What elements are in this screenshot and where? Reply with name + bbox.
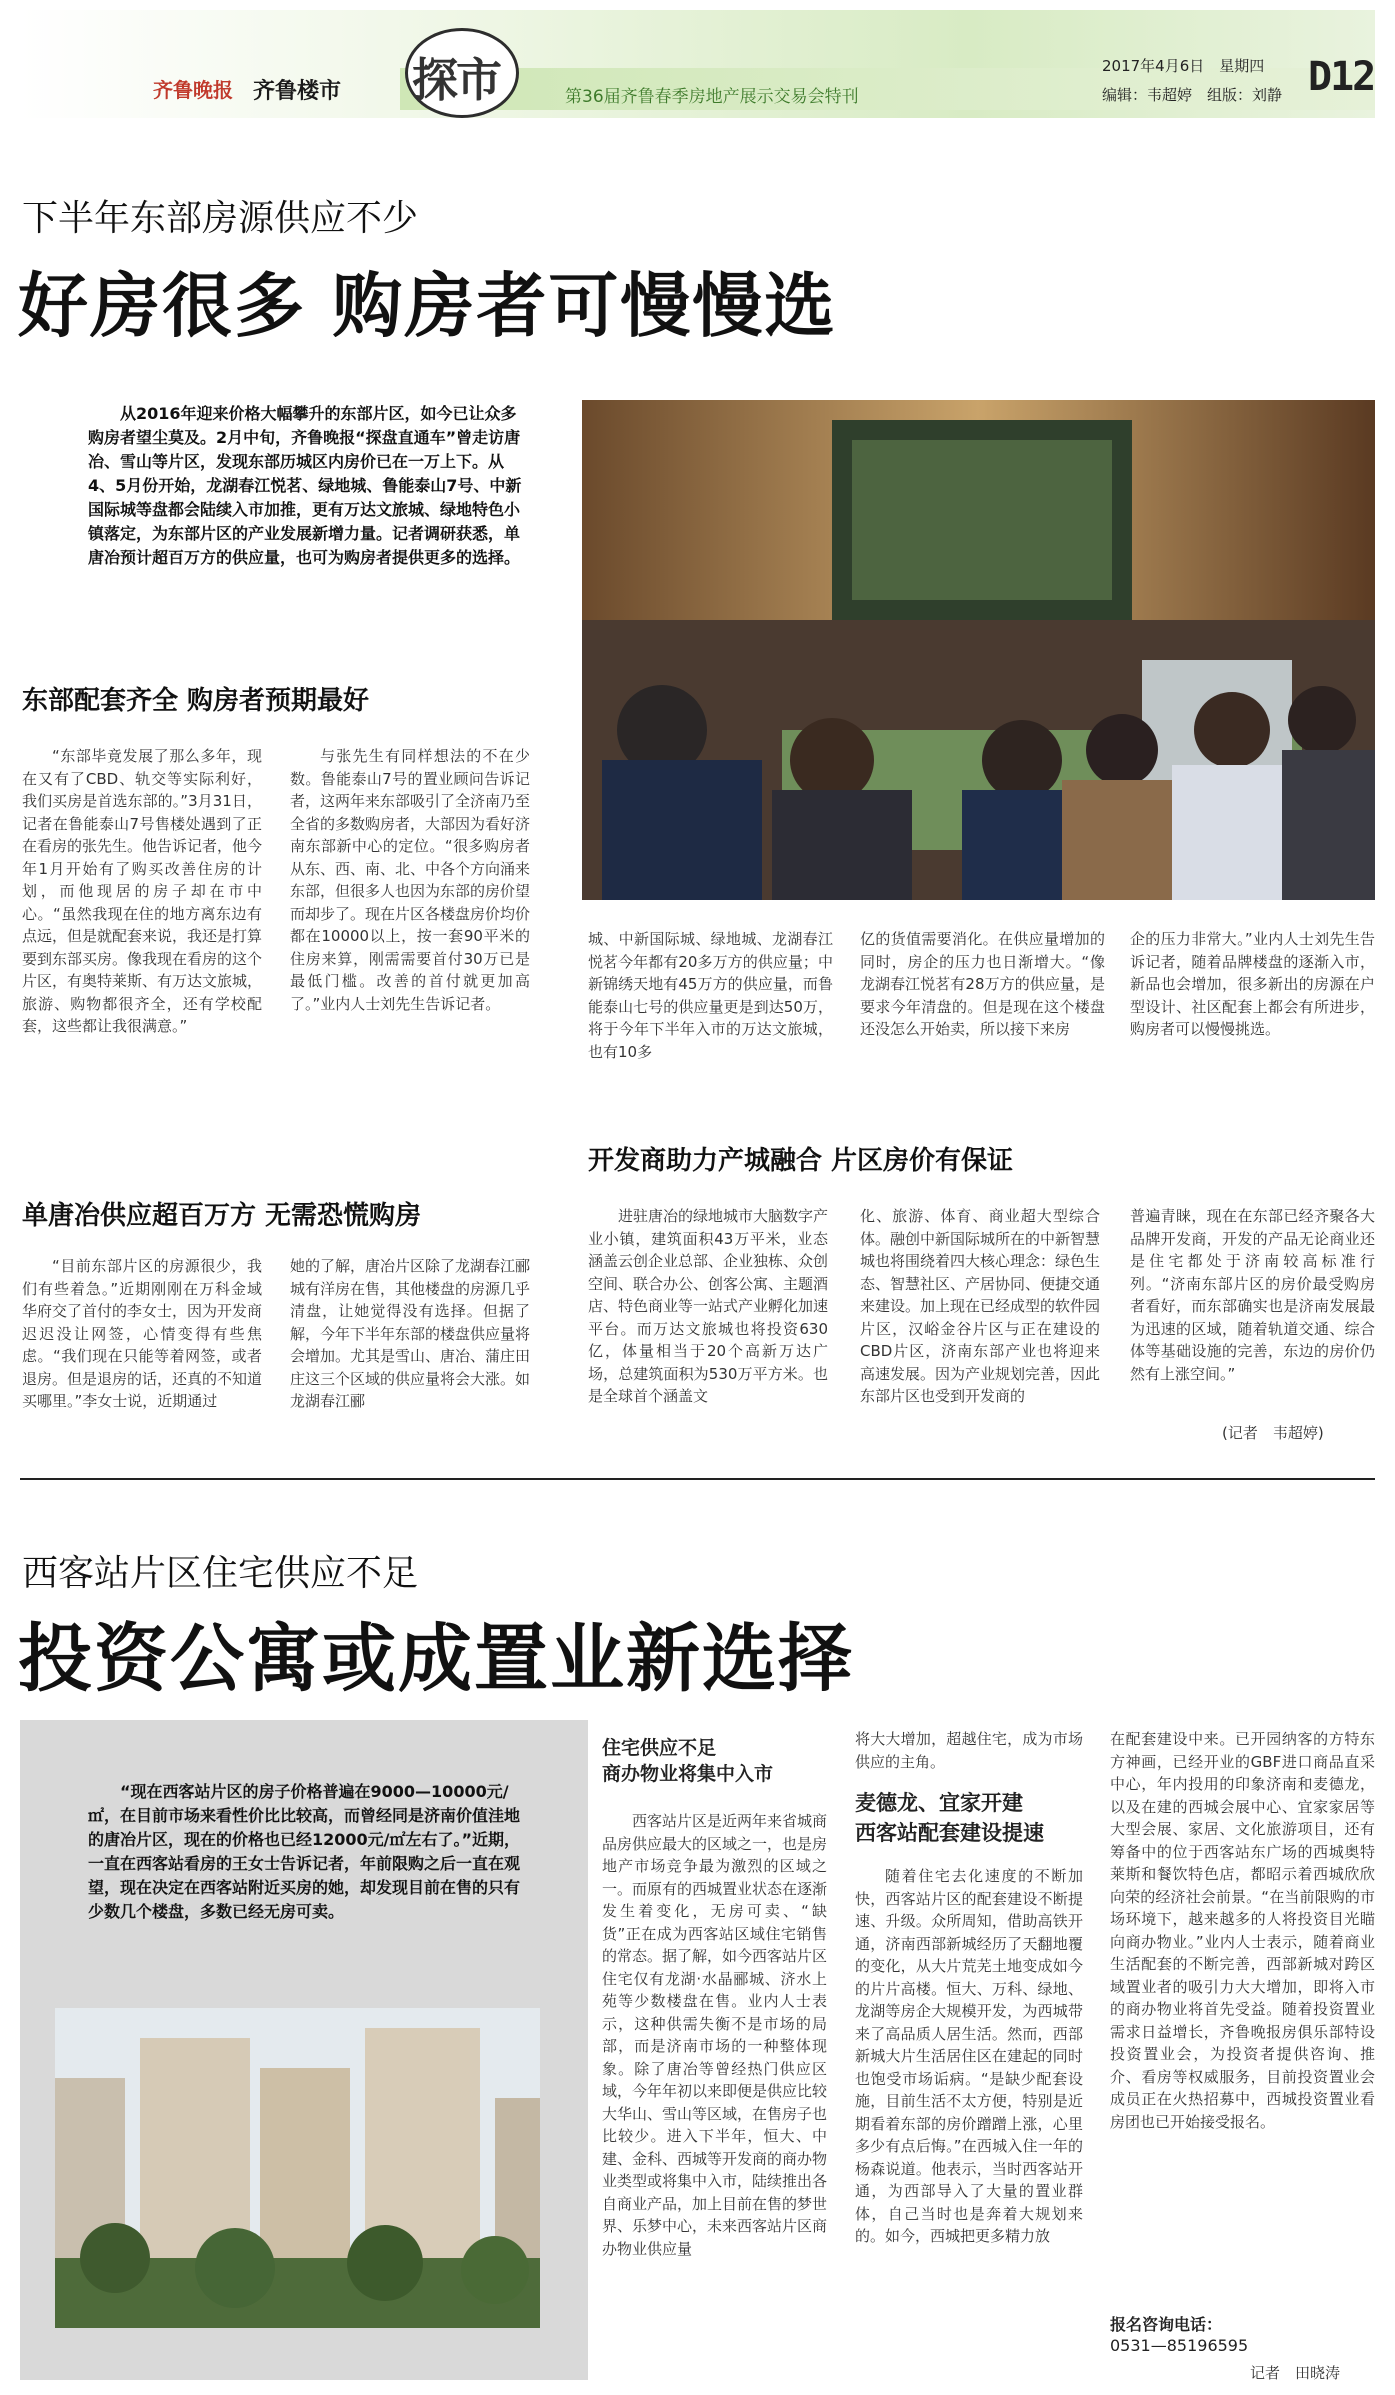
paragraph: 城、中新国际城、绿地城、龙湖春江悦茗今年都有20多万方的供应量；中新锦绣天地有45万方的供应量，而鲁能泰山七号的供应量更是到达50万，将于今年下半年入市的万达文旅城，也有10多 (588, 930, 833, 1061)
paragraph: “东部毕竟发展了那么多年，现在又有了CBD、轨交等实际利好，我们买房是首选东部的。”3月31日，记者在鲁能泰山7号售楼处遇到了正在看房的张先生。他告诉记者，他今年1月开始有了购买改善住房的计划，而他现居的房子却在市中心。“虽然我现在住的地方离东边有点远，但是就配套来说，我还是打算要到东部买房。像我现在看房的这个片区，有奥特莱斯、有万达文旅城，旅游、购物都很齐全，还有学校配套，这些都让我很满意。” (22, 747, 262, 1035)
paragraph: 化、旅游、体育、商业超大型综合体。融创中新国际城所在的中新智慧城也将围绕着四大核心理念：绿色生态、智慧社区、产居协同、便捷交通来建设。加上现在已经成型的软件园片区，汉峪金谷片区与正在建设的CBD片区，济南东部产业也将迎来高速发展。因为产业规划完善，因此东部片区也受到开发商的 (860, 1207, 1100, 1405)
paragraph: 企的压力非常大。”业内人士刘先生告诉记者，随着品牌楼盘的逐渐入市，新品也会增加，很多新出的房源在户型设计、社区配套上都会有所进步，购房者可以慢慢挑选。 (1130, 930, 1375, 1038)
section-logo: 探市 (412, 53, 500, 107)
sales-center-photo-image (582, 400, 1375, 900)
section-name: 齐鲁楼市 (253, 79, 342, 104)
paragraph: 将大大增加，超越住宅，成为市场供应的主角。 (855, 1730, 1083, 1771)
story2-subhead-2 (855, 1788, 1044, 1848)
story-divider (20, 1478, 1375, 1480)
paragraph: “目前东部片区的房源很少，我们有些着急。”近期刚刚在万科金域华府交了首付的李女士，因为开发商迟迟没让网签，心情变得有些焦虑。“我们现在只能等着网签，或者退房。但是退房的话，还真的不知道买哪里。”李女士说，近期通过 (22, 1257, 262, 1410)
story1-sub3-column-2 (860, 1205, 1100, 1445)
paragraph: 亿的货值需要消化。在供应量增加的同时，房企的压力也日渐增大。“像龙湖春江悦茗有28万方的供应量，是要求今年清盘的。但是现在这个楼盘还没怎么开始卖，所以接下来房 (860, 930, 1105, 1038)
contact-label: 报名咨询电话： (1110, 2315, 1223, 2334)
story1-sub2-column-2 (290, 1255, 530, 1455)
story1-lead: 从2016年迎来价格大幅攀升的东部片区，如今已让众多购房者望尘莫及。2月中旬，齐鲁晚报“探盘直通车”曾走访唐冶、雪山等片区，发现东部历城区内房价已在一万上下。从4、5月份开始，龙湖春江悦茗、绿地城、鲁能泰山7号、中新国际城等盘都会陆续入市加推，更有万达文旅城、绿地特色小镇落定，为东部片区的产业发展新增力量。记者调研获悉，单唐冶预计超百万方的供应量，也可为购房者提供更多的选择。 (88, 404, 522, 567)
story1-sub1-column-1 (22, 745, 262, 1160)
contact-phone[interactable]: 0531—85196595 (1110, 2336, 1249, 2355)
story1-sub2-column-1 (22, 1255, 262, 1455)
subhead-line: 西客站配套建设提速 (855, 1821, 1044, 1845)
story2-column-2 (855, 1865, 1083, 2380)
page-number: D12 (1308, 54, 1375, 100)
story1-headline: 好房很多 购房者可慢慢选 (18, 265, 837, 347)
paragraph: 普遍青睐，现在在东部已经齐聚各大品牌开发商，开发的产品无论商业还是住宅都处于济南较高标准行列。“济南东部片区的房价最受购房者看好，而东部确实也是济南发展最为迅速的区域，随着轨道交通、综合体等基础设施的完善，东边的房价仍然有上涨空间。” (1130, 1207, 1375, 1383)
story1-subhead-3: 开发商助力产城融合 片区房价有保证 (588, 1146, 1014, 1176)
story2-column-1 (602, 1810, 827, 2380)
newspaper-name: 齐鲁晚报 (153, 78, 233, 102)
story1-column-5-top (1130, 928, 1375, 1113)
story1-sub3-column-1 (588, 1205, 828, 1445)
story1-photo (582, 400, 1375, 900)
story2-photo (55, 2008, 540, 2328)
editor-credits: 编辑：韦超婷 组版：刘静 (1102, 86, 1283, 104)
story1-column-4-top (860, 928, 1105, 1113)
story2-column-2-top (855, 1728, 1083, 1778)
subhead-line: 麦德龙、宜家开建 (855, 1791, 1023, 1815)
paragraph: 与张先生有同样想法的不在少数。鲁能泰山7号的置业顾问告诉记者，这两年来东部吸引了全济南乃至全省的多数购房者，大部因为看好济南东部新中心的定位。“很多购房者从东、西、南、北、中各个方向涌来东部，但很多人也因为东部的房价望而却步了。现在片区各楼盘房价均价都在10000以上，按一套90平米的住房来算，刚需需要首付30万已是最低门槛。改善的首付就更加高了。”业内人士刘先生告诉记者。 (290, 747, 530, 1013)
masthead (20, 10, 1375, 118)
paragraph: 随着住宅去化速度的不断加快，西客站片区的配套建设不断提速、升级。众所周知，借助高铁开通，济南西部新城经历了天翻地覆的变化，从大片荒芜土地变成如今的片片高楼。恒大、万科、绿地、龙湖等房企大规模开发，为西城带来了高品质人居生活。然而，西部新城大片生活居住区在建起的同时也饱受市场诟病。“是缺少配套设施，目前生活不太方便，特别是近期看着东部的房价蹭蹭上涨，心里多少有点后悔。”在西城入住一年的杨森说道。他表示，当时西客站开通，为西部导入了大量的置业群体，自己当时也是奔着大规划来的。如今，西城把更多精力放 (855, 1867, 1083, 2245)
issue-date: 2017年4月6日 星期四 (1102, 57, 1265, 75)
story1-subhead-2: 单唐冶供应超百万方 无需恐慌购房 (22, 1201, 422, 1231)
story2-subhead-1 (602, 1735, 773, 1787)
paragraph: 在配套建设中来。已开园纳客的方特东方神画，已经开业的GBF进口商品直采中心，年内投用的印象济南和麦德龙，以及在建的西城会展中心、宜家家居等大型会展、家居、文化旅游项目，还有筹备中的位于西客站东广场的西城奥特莱斯和餐饮特色店，都昭示着西城欣欣向荣的经济社会前景。“在当前限购的市场环境下，越来越多的人将投资目光瞄向商办物业。”业内人士表示，随着商业生活配套的不断完善，西部新城对跨区域置业者的吸引力大大增加，即将入市的商办物业将首先受益。随着投资置业需求日益增长，齐鲁晚报房俱乐部特设投资置业会，为投资者提供咨询、推介、看房等权威服务，目前投资置业会成员正在火热招募中，西城投资置业看房团也已开始接受报名。 (1110, 1730, 1375, 2131)
paragraph: 她的了解，唐冶片区除了龙湖春江郦城有洋房在售，其他楼盘的房源几乎清盘，让她觉得没有选择。但据了解，今年下半年东部的楼盘供应量将会增加。尤其是雪山、唐冶、蒲庄田庄这三个区域的供应量将会大涨。如龙湖春江郦 (290, 1257, 530, 1410)
special-edition-title: 第36届齐鲁春季房地产展示交易会特刊 (565, 87, 859, 107)
paragraph: 进驻唐冶的绿地城市大脑数字产业小镇，建筑面积43万平米，业态涵盖云创企业总部、企业独栋、众创空间、联合办公、创客公寓、主题酒店、特色商业等一站式产业孵化加速平台。而万达文旅城也将投资630亿，体量相当于20个高新万达广场，总建筑面积为530万平方米。也是全球首个涵盖文 (588, 1207, 828, 1405)
subhead-line: 住宅供应不足 (602, 1737, 717, 1759)
story1-byline: (记者 韦超婷) (1222, 1424, 1324, 1442)
story2-lead: “现在西客站片区的房子价格普遍在9000—10000元/㎡，在目前市场来看性价比比较高，而曾经同是济南价值洼地的唐冶片区，现在的价格也已经12000元/㎡左右了。”近期，一直在西客站看房的王女士告诉记者，年前限购之后一直在观望，现在决定在西客站附近买房的她，却发现目前在售的只有少数几个楼盘，多数已经无房可卖。 (88, 1782, 521, 1921)
residential-towers-photo-image (55, 2008, 540, 2328)
story1-kicker: 下半年东部房源供应不少 (22, 198, 419, 239)
story2-column-3 (1110, 1728, 1375, 2303)
story1-column-3-top (588, 928, 833, 1113)
story2-headline: 投资公寓或成置业新选择 (18, 1616, 854, 1702)
story1-subhead-1: 东部配套齐全 购房者预期最好 (22, 686, 370, 716)
story2-byline: 记者 田晓涛 (1250, 2364, 1341, 2382)
story2-kicker: 西客站片区住宅供应不足 (22, 1553, 419, 1594)
story1-sub3-column-3 (1130, 1205, 1375, 1420)
story1-sub1-column-2 (290, 745, 530, 1160)
paragraph: 西客站片区是近两年来省城商品房供应最大的区域之一，也是房地产市场竞争最为激烈的区域之一。而原有的西城置业状态在逐渐发生着变化，无房可卖、“缺货”正在成为西客站区域住宅销售的常态。据了解，如今西客站片区住宅仅有龙湖·水晶郦城、济水上苑等少数楼盘在售。业内人士表示，这种供需失衡不是市场的局部，而是济南市场的一种整体现象。除了唐冶等曾经热门供应区域，今年年初以来即便是供应比较大华山、雪山等区域，在售房子也比较少。进入下半年，恒大、中建、金科、西城等开发商的商办物业类型或将集中入市，陆续推出各自商业产品，加上目前在售的梦世界、乐梦中心，未来西客站片区商办物业供应量 (602, 1812, 827, 2258)
subhead-line: 商办物业将集中入市 (602, 1763, 774, 1785)
